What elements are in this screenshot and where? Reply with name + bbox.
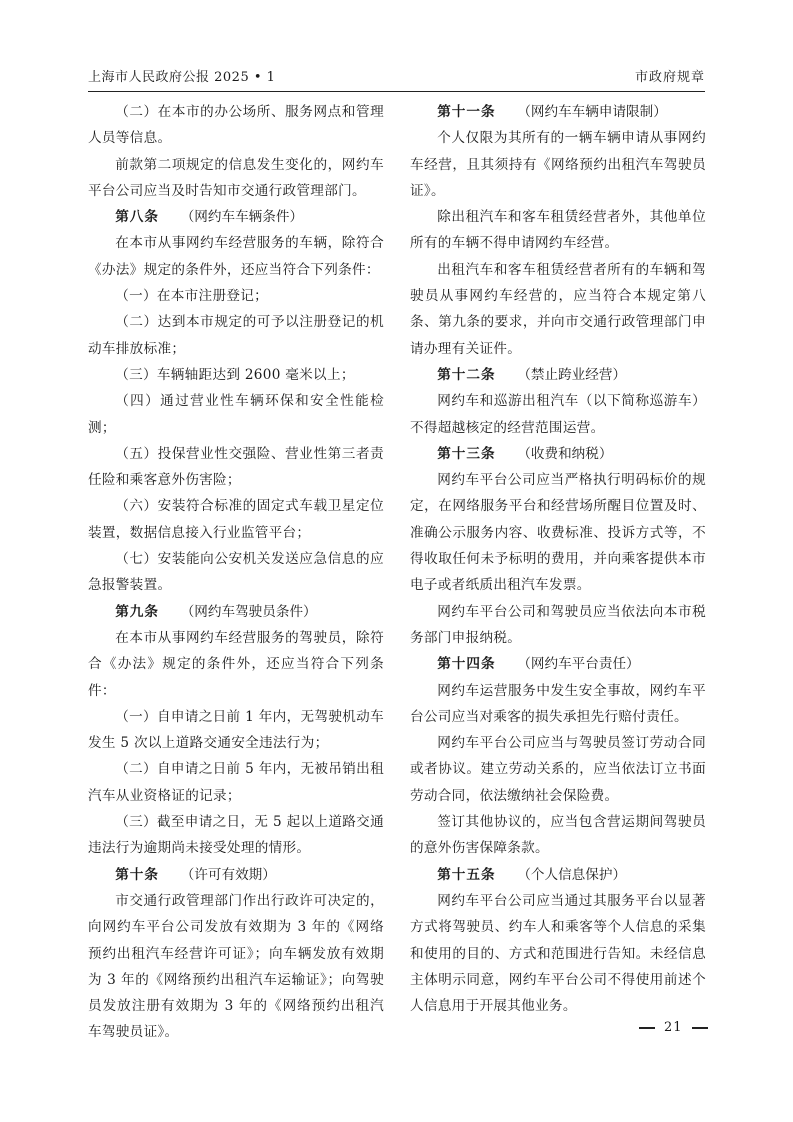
header-rule	[88, 91, 705, 92]
body-paragraph: 网约车运营服务中发生安全事故，网约车平台公司应当对乘客的损失承担先行赔付责任。	[410, 682, 706, 725]
body-paragraph: 网约车平台公司应当严格执行明码标价的规定，在网络服务平台和经营场所醒目位置及时、准确公示服务内容、收费标准、投诉方式等，不得收取任何未予标明的费用，并向乘客提供本市电子或者纸质出租汽车发票。	[410, 472, 706, 594]
article-heading	[410, 651, 706, 677]
body-paragraph: 市交通行政管理部门作出行政许可决定的，向网约车平台公司发放有效期为 3 年的《网络预约出租汽车经营许可证》；向车辆发放有效期为 3 年的《网络预约出租汽车运输证》；向驾驶员发放注册有效期为 3 年的《网络预约出租汽车驾驶员证》。	[88, 892, 384, 1041]
article-heading	[410, 362, 706, 388]
page-number	[630, 1020, 717, 1035]
body-paragraph: （三）截至申请之日，无 5 起以上道路交通违法行为逾期尚未接受处理的情形。	[88, 814, 384, 857]
right-column	[410, 99, 706, 1019]
article-number: 第十一条	[437, 104, 496, 120]
article-heading	[88, 862, 384, 888]
left-column	[88, 99, 384, 1046]
body-paragraph: 除出租汽车和客车租赁经营者外，其他单位所有的车辆不得申请网约车经营。	[410, 209, 706, 252]
dash-left	[639, 1027, 655, 1029]
body-paragraph: 在本市从事网约车经营服务的驾驶员，除符合《办法》规定的条件外，还应当符合下列条件：	[88, 629, 384, 699]
article-heading	[410, 862, 706, 888]
body-paragraph: （五）投保营业性交强险、营业性第三者责任险和乘客意外伤害险；	[88, 445, 384, 489]
running-header-publication: 上海市人民政府公报 2025 • 1	[88, 70, 276, 85]
page-number-text: 21	[664, 1020, 683, 1035]
article-heading	[88, 599, 384, 625]
body-paragraph: （三）车辆轴距达到 2600 毫米以上；	[115, 366, 355, 383]
body-paragraph: 在本市从事网约车经营服务的车辆，除符合《办法》规定的条件外，还应当符合下列条件：	[88, 235, 384, 278]
article-number: 第十条	[115, 866, 159, 883]
body-paragraph: （二）达到本市规定的可予以注册登记的机动车排放标准；	[88, 314, 384, 357]
body-paragraph: 网约车平台公司和驾驶员应当依法向本市税务部门申报纳税。	[410, 603, 706, 646]
article-title: （网约车车辆申请限制）	[517, 104, 667, 120]
article-title: （个人信息保护）	[517, 866, 627, 883]
running-header-section: 市政府规章	[634, 70, 705, 85]
dash-right	[692, 1027, 708, 1029]
article-title: （禁止跨业经营）	[517, 366, 627, 383]
article-title: （许可有效期）	[180, 866, 276, 883]
article-title: （收费和纳税）	[517, 445, 613, 462]
body-paragraph: （二）自申请之日前 5 年内，无被吊销出租汽车从业资格证的记录；	[88, 761, 384, 804]
body-paragraph: （七）安装能向公安机关发送应急信息的应急报警装置。	[88, 551, 384, 594]
body-paragraph: 个人仅限为其所有的一辆车辆申请从事网约车经营，且其须持有《网络预约出租汽车驾驶员证》。	[410, 130, 706, 199]
article-heading	[88, 204, 384, 230]
article-title: （网约车平台责任）	[517, 656, 640, 673]
article-number: 第八条	[115, 209, 159, 226]
article-title: （网约车车辆条件）	[180, 209, 304, 226]
body-paragraph: （一）自申请之日前 1 年内，无驾驶机动车发生 5 次以上道路交通安全违法行为；	[88, 708, 384, 752]
article-number: 第十五条	[437, 866, 496, 883]
article-number: 第十四条	[437, 656, 496, 673]
body-paragraph: 出租汽车和客车租赁经营者所有的车辆和驾驶员从事网约车经营的，应当符合本规定第八条、第九条的要求，并向市交通行政管理部门申请办理有关证件。	[410, 261, 706, 357]
body-paragraph: 网约车平台公司应当与驾驶员签订劳动合同或者协议。建立劳动关系的，应当依法订立书面劳动合同，依法缴纳社会保险费。	[410, 735, 706, 804]
body-paragraph: （一）在本市注册登记；	[115, 288, 269, 305]
article-number: 第九条	[115, 603, 159, 620]
body-paragraph: 网约车和巡游出租汽车（以下简称巡游车）不得超越核定的经营范围运营。	[410, 393, 706, 436]
article-title: （网约车驾驶员条件）	[180, 603, 317, 620]
article-number: 第十三条	[437, 445, 496, 462]
article-heading	[410, 441, 706, 467]
article-heading	[410, 99, 706, 125]
body-paragraph: 网约车平台公司应当通过其服务平台以显著方式将驾驶员、约车人和乘客等个人信息的采集和使用的目的、方式和范围进行告知。未经信息主体明示同意，网约车平台公司不得使用前述个人信息用于开展其他业务。	[410, 892, 706, 1015]
body-paragraph: 签订其他协议的，应当包含营运期间驾驶员的意外伤害保障条款。	[410, 814, 706, 857]
body-paragraph: （六）安装符合标准的固定式车载卫星定位装置，数据信息接入行业监管平台；	[88, 498, 384, 541]
article-number: 第十二条	[437, 366, 496, 383]
body-paragraph: 前款第二项规定的信息发生变化的，网约车平台公司应当及时告知市交通行政管理部门。	[88, 156, 384, 199]
body-paragraph: （四）通过营业性车辆环保和安全性能检测；	[88, 393, 384, 436]
body-paragraph: （二）在本市的办公场所、服务网点和管理人员等信息。	[88, 104, 384, 147]
